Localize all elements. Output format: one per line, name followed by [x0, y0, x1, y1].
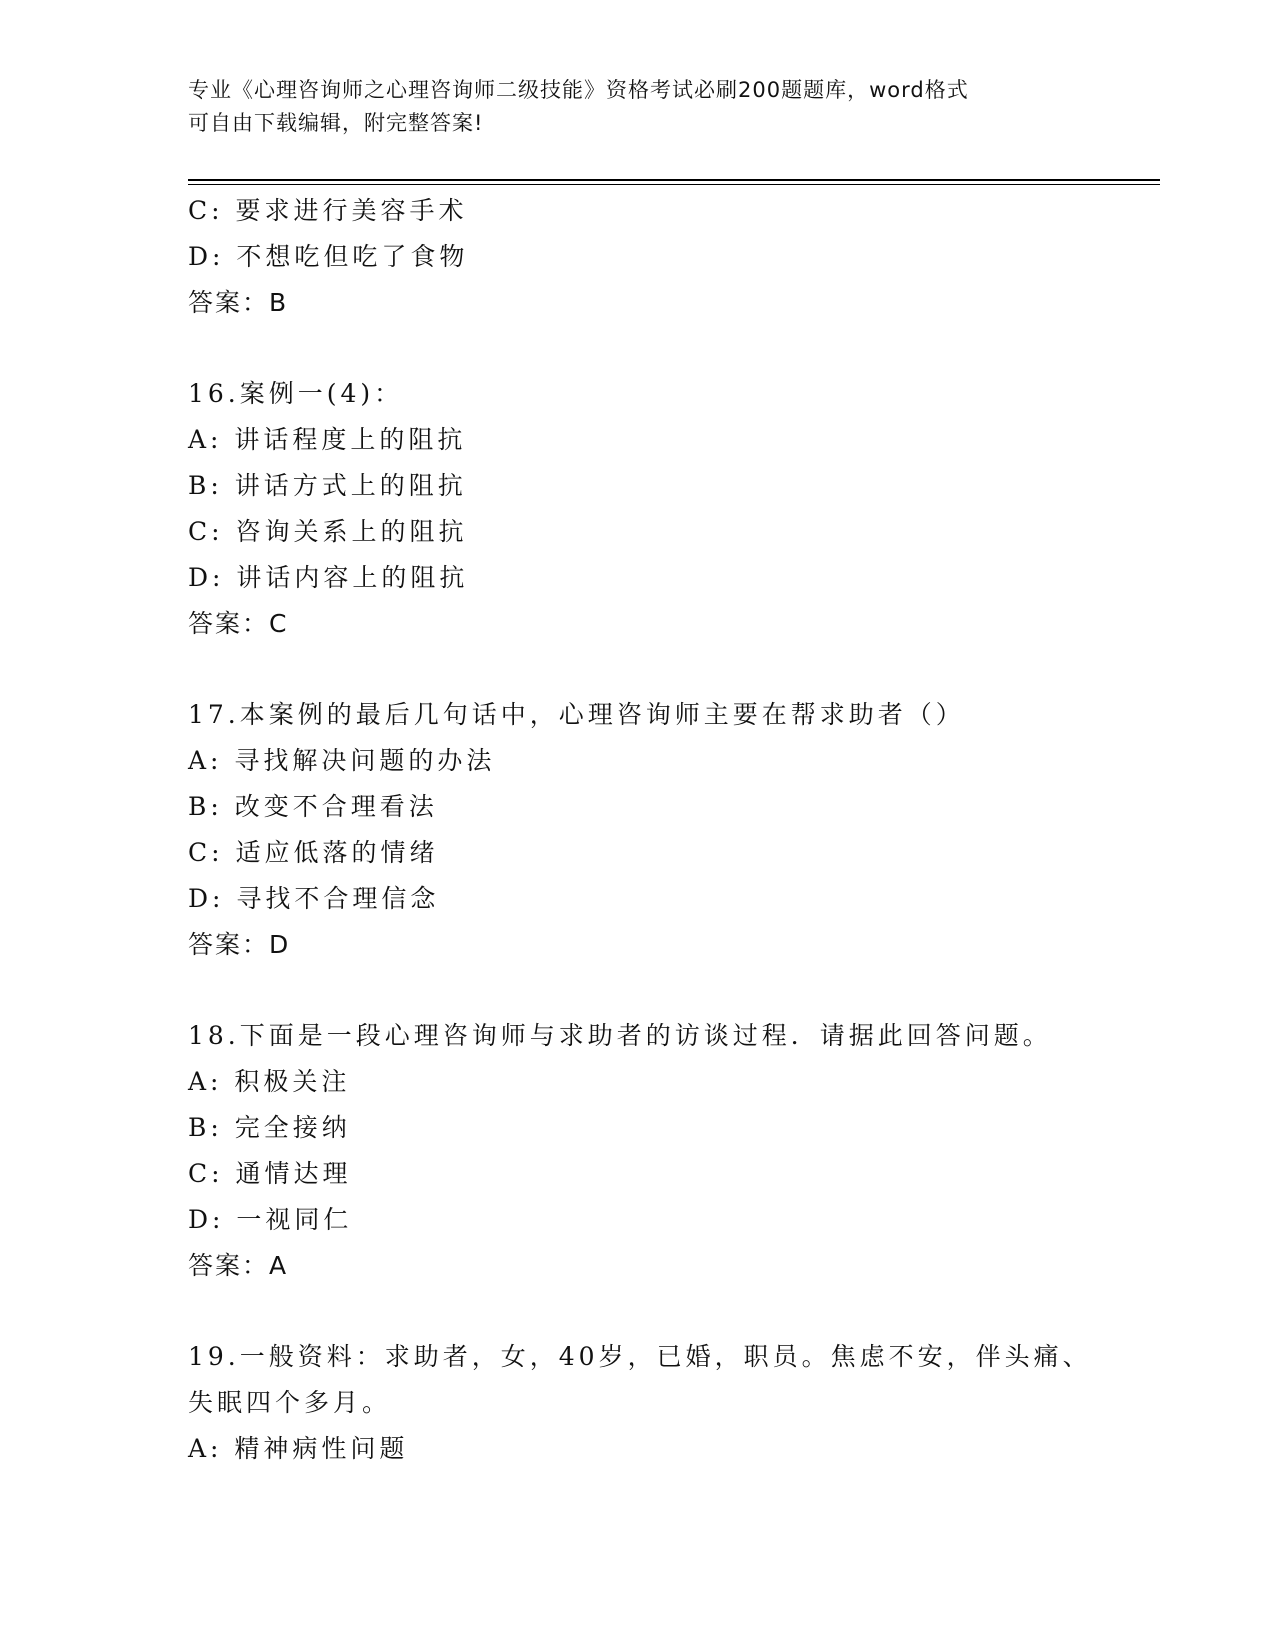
question-18	[188, 1013, 1148, 1289]
answer-label: 答案：C	[188, 609, 289, 638]
option-d: D: 不想吃但吃了食物	[188, 242, 469, 271]
option-d: D: 寻找不合理信念	[188, 884, 440, 913]
question-16	[188, 371, 1148, 647]
option-a: A: 积极关注	[188, 1067, 351, 1096]
option-a: A: 寻找解决问题的办法	[188, 746, 496, 775]
answer-label: 答案：B	[188, 288, 289, 317]
option-c: C: 适应低落的情绪	[188, 838, 439, 867]
question-stem-line-2: 失眠四个多月。	[188, 1388, 392, 1417]
option-d: D: 一视同仁	[188, 1205, 353, 1234]
option-b: B: 讲话方式上的阻抗	[188, 471, 467, 500]
question-stem-line-1: 19.一般资料：求助者，女，40岁，已婚，职员。焦虑不安，伴头痛、	[188, 1342, 1092, 1371]
question-stem: 17.本案例的最后几句话中，心理咨询师主要在帮求助者（）	[188, 700, 965, 729]
question-15-continued	[188, 188, 1148, 326]
header-line-2: 可自由下载编辑，附完整答案!	[188, 111, 484, 135]
option-b: B: 完全接纳	[188, 1113, 351, 1142]
question-list	[188, 188, 1148, 1472]
answer-label: 答案：D	[188, 930, 291, 959]
answer-label: 答案：A	[188, 1251, 289, 1280]
option-c: C: 要求进行美容手术	[188, 196, 468, 225]
option-d: D: 讲话内容上的阻抗	[188, 563, 469, 592]
document-header	[188, 74, 1088, 140]
header-divider-thick	[188, 179, 1160, 181]
question-17	[188, 692, 1148, 968]
question-stem: 16.案例一(4)：	[188, 379, 404, 408]
option-c: C: 咨询关系上的阻抗	[188, 517, 468, 546]
question-19	[188, 1334, 1148, 1472]
header-line-1: 专业《心理咨询师之心理咨询师二级技能》资格考试必刷200题题库，word格式	[188, 78, 969, 102]
option-b: B: 改变不合理看法	[188, 792, 438, 821]
option-c: C: 通情达理	[188, 1159, 352, 1188]
option-a: A: 精神病性问题	[188, 1434, 409, 1463]
header-divider-thin	[188, 184, 1160, 185]
option-a: A: 讲话程度上的阻抗	[188, 425, 467, 454]
question-stem: 18.下面是一段心理咨询师与求助者的访谈过程．请据此回答问题。	[188, 1021, 1052, 1050]
